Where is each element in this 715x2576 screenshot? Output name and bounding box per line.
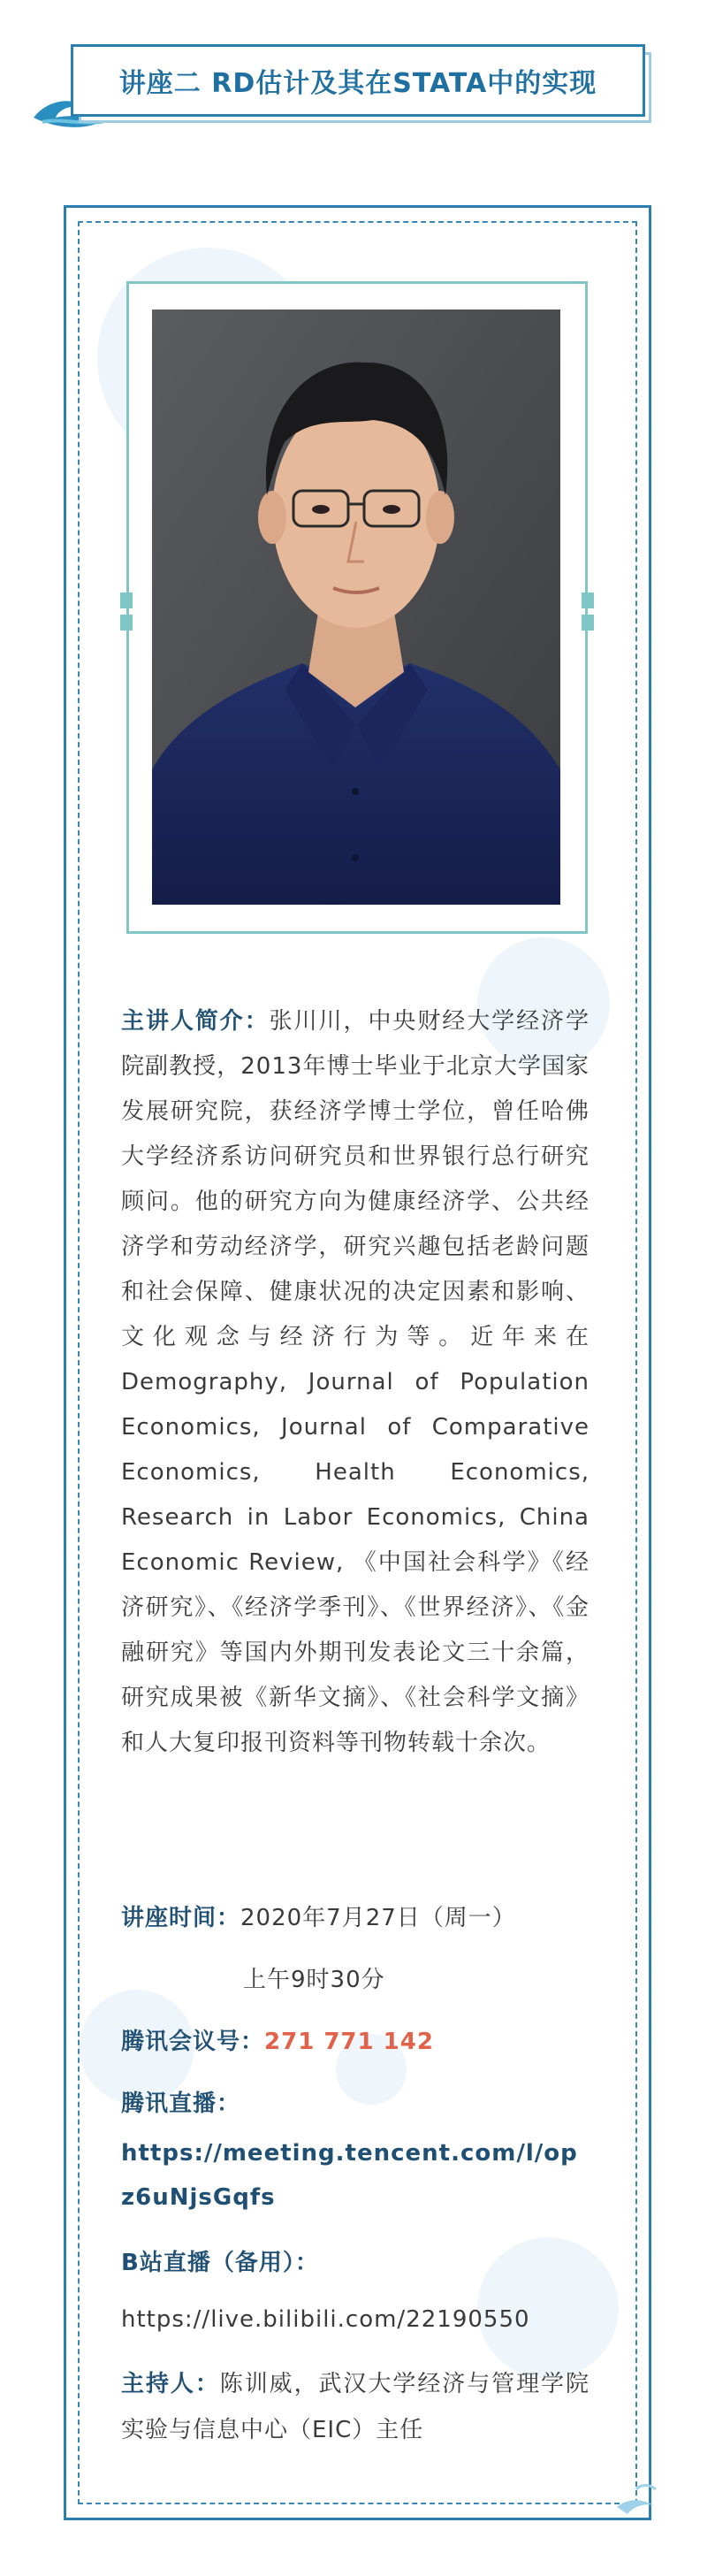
photo-frame-tab [582, 592, 594, 608]
photo-frame-tab [120, 592, 133, 608]
bio-label: 主讲人简介： [121, 1008, 270, 1035]
page-title: 讲座二 RD估计及其在STATA中的实现 [118, 68, 597, 99]
wave-decoration-icon [610, 2472, 663, 2525]
lecture-time-label: 讲座时间： [121, 1905, 241, 1931]
photo-frame-tab [582, 615, 594, 631]
tencent-meeting-label: 腾讯会议号： [121, 2029, 265, 2055]
lecture-time-value: 2020年7月27日（周一） [240, 1905, 516, 1931]
bilibili-live-label: B站直播（备用）： [121, 2250, 319, 2276]
photo-frame-tab [120, 615, 133, 631]
tencent-live-link[interactable]: https://meeting.tencent.com/l/opz6uNjsGqfs [121, 2140, 578, 2211]
speaker-bio [121, 999, 589, 1766]
host-label: 主持人： [121, 2371, 220, 2397]
bilibili-live [121, 2244, 598, 2277]
tencent-meeting [121, 2023, 598, 2056]
tencent-live [121, 2085, 598, 2118]
bio-text: 张川川，中央财经大学经济学院副教授，2013年博士毕业于北京大学国家发展研究院，获经济学博士学位，曾任哈佛大学经济系访问研究员和世界银行总行研究顾问。他的研究方向为健康经济学、公共经济学和劳动经济学，研究兴趣包括老龄问题和社会保障、健康状况的决定因素和影响、文化观念与经济行为等。近年来在Demography, Journal of Population Economics, Journal of Comparative Economics, Health Economics, Research in Labor Economics, China Economic Review, 《中国社会科学》《经济研究》、《经济学季刊》、《世界经济》、《金融研究》等国内外期刊发表论文三十余篇，研究成果被《新华文摘》、《社会科学文摘》和人大复印报刊资料等刊物转载十余次。 [121, 1008, 589, 1756]
host-text: 陈训威，武汉大学经济与管理学院实验与信息中心（EIC）主任 [121, 2371, 589, 2443]
lecture-time [121, 1900, 598, 1932]
lecture-time-2 [243, 1961, 715, 1994]
host-info [121, 2361, 589, 2453]
header-banner [71, 44, 645, 117]
tencent-meeting-number[interactable]: 271 771 142 [264, 2029, 434, 2055]
bilibili-live-link[interactable]: https://live.bilibili.com/22190550 [121, 2306, 530, 2333]
speaker-portrait [152, 310, 560, 905]
lecture-time-value-2: 上午9时30分 [243, 1967, 385, 1993]
tencent-live-label: 腾讯直播： [121, 2091, 241, 2117]
